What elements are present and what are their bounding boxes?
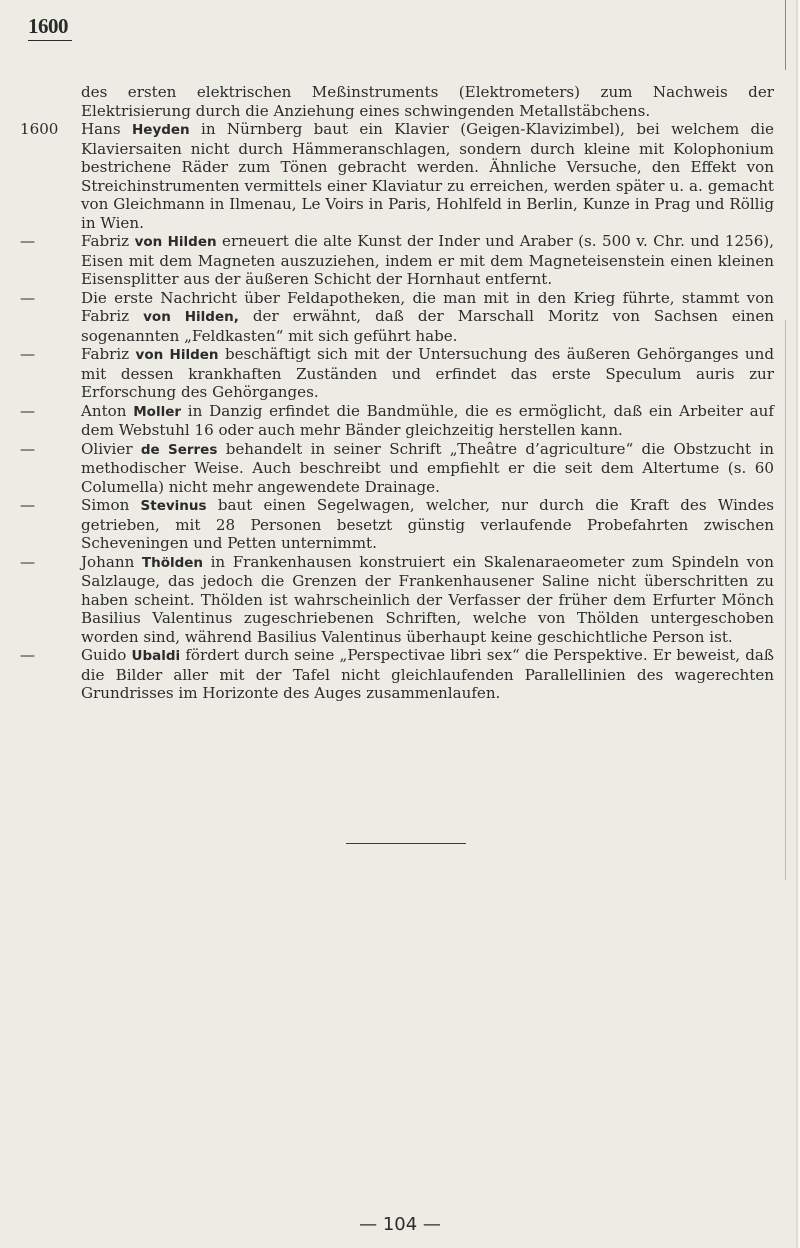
entry-year: — [20,646,36,664]
entry-text: Simon [81,496,141,514]
chronology-entry [0,553,800,647]
chronology-entry [0,232,800,289]
entry-text: Anton [81,401,134,420]
person-name: von Hilden [135,347,219,363]
entry-year: — [20,496,36,514]
scan-mark [785,320,787,880]
header-rule [28,40,72,41]
entry-text: fördert durch seine „Perspectivae libri sex“ die Perspektive. Er beweist, daß die Bilder aller mit der Tafel nicht gleichlaufenden Parallellinien des wagerechten Grundrisses im Horizonte des Auges zusammenlaufen. [81,646,774,702]
person-name: Thölden [141,554,204,571]
entry-text: Guido [81,646,132,664]
entry-text: baut einen Segelwagen, welcher, nur durch die Kraft des Windes getrieben, mit 28 Personen besetzt günstig verlaufende Probefahrten zwischen Scheveningen und Petten unternimmt. [81,496,774,552]
entry-text: Olivier [81,439,141,458]
chronology-text [0,83,800,703]
entry-year: 1600 [20,120,59,138]
person-name: Moller [133,403,182,420]
person-name: von Hilden, [143,309,239,325]
scan-mark [785,0,787,70]
entry-text: in Nürnberg baut ein Klavier (Geigen-Klavizimbel), bei welchem die Klaviersaiten nicht durch Hämmeranschlagen, sondern durch kleine mit Kolophonium bestrichene Räder zum Tönen gebracht werden. Ähnliche Versuche, den Effekt von Streichinstrumenten vermittels einer Klaviatur zu erreichen, werden später u. a. gemacht von Gleichmann in Ilmenau, Le Voirs in Paris, Hohlfeld in Berlin, Kunze in Prag und Röllig in Wien. [81,120,774,232]
entry-year: — [20,232,36,250]
page-number: — 104 — [359,1214,441,1235]
person-name: Heyden [131,122,190,138]
person-name: von Hilden [134,234,217,250]
entry-year: — [20,345,36,363]
entry-year: — [20,439,36,458]
chronology-entry [0,440,800,497]
chronology-entry [0,496,800,553]
page-header-year: 1600 [28,14,68,38]
chronology-entry [0,83,800,120]
entry-text: erneuert die alte Kunst der Inder und Araber (s. 500 v. Chr. und 1256), Eisen mit dem Magneten auszuziehen, indem er mit dem Magneteisenstein einen kleinen Eisensplitter aus der äußeren Schicht der Hornhaut entfernt. [81,232,774,288]
entry-text: Die erste Nachricht über Feldapotheken, die man mit in den Krieg führte, stammt von Fabriz [81,288,774,325]
entry-text: in Danzig erfindet die Bandmühle, die es ermöglicht, daß ein Arbeiter auf dem Webstuhl 16 oder auch mehr Bänder gleichzeitig herstellen kann. [81,401,774,439]
entry-text: beschäftigt sich mit der Untersuchung des äußeren Gehörganges und mit dessen krankhaften Zuständen und erfindet das erste Speculum auris zur Erforschung des Gehörganges. [81,345,774,401]
end-rule [346,843,466,844]
person-name: Ubaldi [131,648,181,664]
entry-text: Johann [81,552,142,571]
entry-text: behandelt in seiner Schrift „Theâtre d’agriculture“ die Obstzucht in methodischer Weise. Auch beschreibt und empfiehlt er die seit dem Altertume (s. 60 Columella) nicht mehr angewendete Drainage. [81,439,774,496]
scan-edge [796,0,800,1248]
chronology-entry [0,120,800,232]
entry-year: — [20,288,36,307]
person-name: de Serres [140,441,218,458]
chronology-entry [0,345,800,402]
chronology-entry [0,289,800,346]
entry-text: der erwähnt, daß der Marschall Moritz von Sachsen einen sogenannten „Feldkasten“ mit sich geführt habe. [81,307,774,345]
entry-text: Fabriz [81,232,135,250]
entry-text: des ersten elektrischen Meßinstruments (Elektrometers) zum Nachweis der Elektrisierung durch die Anziehung eines schwingenden Metallstäbchens. [81,83,774,120]
chronology-entry [0,646,800,703]
entry-text: Fabriz [81,345,136,363]
entry-year: — [20,552,36,571]
entry-text: in Frankenhausen konstruiert ein Skalenaraeometer zum Spindeln von Salzlauge, das jedoch die Grenzen der Frankenhausener Saline nicht überschritten zu haben scheint. Thölden ist wahrscheinlich der Verfasser der früher dem Erfurter Mönch Basilius Valentinus zugeschriebenen Schriften, welche von Thölden untergeschoben worden sind, während Basilius Valentinus überhaupt keine geschichtliche Person ist. [81,552,775,646]
entry-text: Hans [81,120,132,138]
person-name: Stevinus [140,498,207,514]
chronology-entry [0,402,800,440]
entry-year: — [20,401,36,420]
